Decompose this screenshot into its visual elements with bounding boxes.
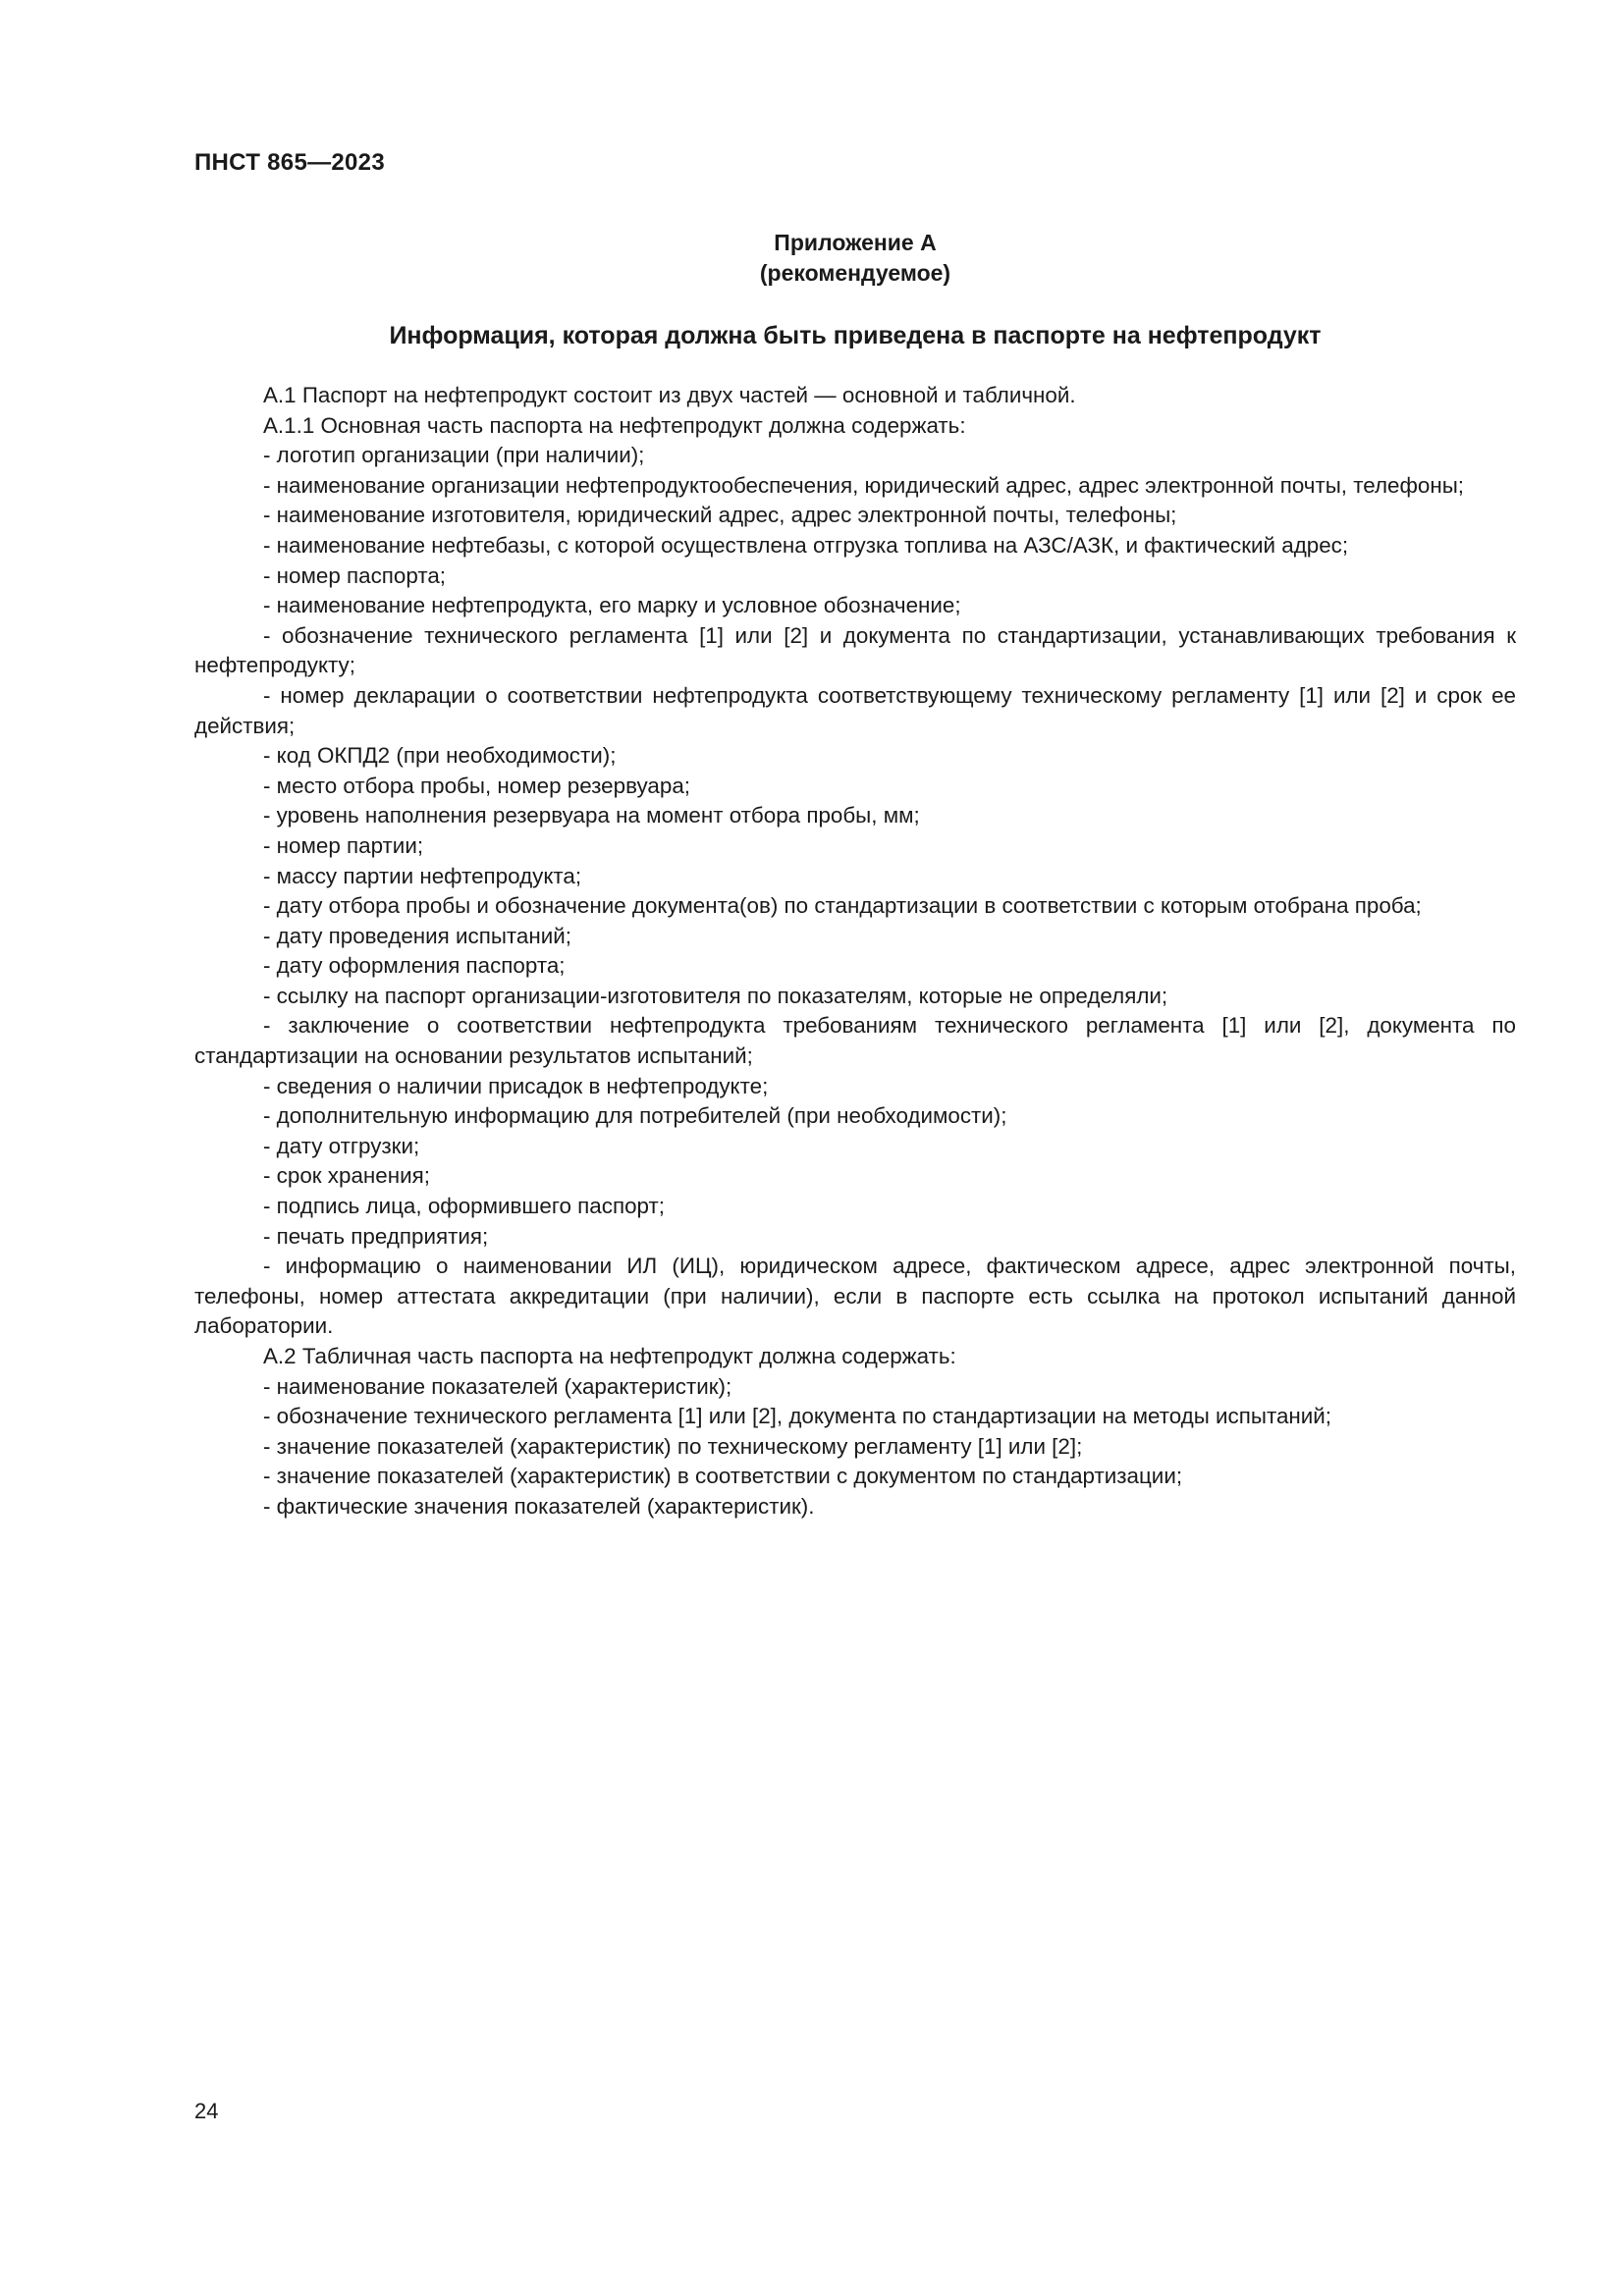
list-item: - ссылку на паспорт организации-изготовителя по показателям, которые не определяли; [263,983,1168,1008]
annex-status: (рекомендуемое) [759,260,951,286]
paragraph: А.2 Табличная часть паспорта на нефтепродукт должна содержать: [263,1344,956,1368]
document-code: ПНСТ 865—2023 [194,149,385,176]
paragraph: А.1.1 Основная часть паспорта на нефтепродукт должна содержать: [263,412,966,438]
list-item: - печать предприятия; [263,1223,489,1249]
list-item: - сведения о наличии присадок в нефтепродукте; [263,1073,769,1098]
list-item: - дату проведения испытаний; [263,923,571,948]
list-item: - дополнительную информацию для потребителей (при необходимости); [263,1103,1007,1129]
list-item: - номер паспорта; [263,562,447,588]
list-item: - код ОКПД2 (при необходимости); [263,743,617,769]
list-item: - уровень наполнения резервуара на момент отбора пробы, мм; [263,803,920,828]
list-item: - значение показателей (характеристик) по техническому регламенту [1] или [2]; [263,1433,1083,1459]
section-heading: Информация, которая должна быть приведена в паспорте на нефтепродукт [389,322,1322,349]
list-item: - значение показателей (характеристик) в соответствии с документом по стандартизации; [263,1464,1183,1489]
annex-title: Приложение А [774,230,937,255]
list-item: - дату отгрузки; [263,1133,420,1158]
list-item: - информацию о наименовании ИЛ (ИЦ), юридическом адресе, фактическом адресе, адрес электронной почты, телефоны, номер аттестата аккредитации (при наличии), если в паспорте есть ссылка на протокол испытаний данной лаборатории. [194,1254,1516,1339]
list-item: - место отбора пробы, номер резервуара; [263,773,690,798]
list-item: - номер декларации о соответствии нефтепродукта соответствующему техническому регламенту [1] или [2] и срок ее действия; [194,682,1516,738]
list-item: - наименование изготовителя, юридический адрес, адрес электронной почты, телефоны; [263,503,1177,528]
body-text [194,381,1516,1522]
list-item: - массу партии нефтепродукта; [263,863,582,888]
paragraph: А.1 Паспорт на нефтепродукт состоит из двух частей — основной и табличной. [263,383,1076,407]
list-item: - номер партии; [263,832,424,858]
list-item: - фактические значения показателей (характеристик). [263,1493,815,1519]
list-item: - наименование нефтебазы, с которой осуществлена отгрузка топлива на АЗС/АЗК, и фактический адрес; [263,532,1349,558]
list-item: - наименование показателей (характеристик); [263,1373,732,1399]
list-item: - наименование нефтепродукта, его марку и условное обозначение; [263,593,961,618]
page-number: 24 [194,2099,219,2123]
list-item: - обозначение технического регламента [1] или [2] и документа по стандартизации, устанавливающих требования к нефтепродукту; [194,622,1516,678]
list-item: - подпись лица, оформившего паспорт; [263,1194,665,1219]
list-item: - обозначение технического регламента [1] или [2], документа по стандартизации на методы испытаний; [263,1404,1332,1429]
list-item: - заключение о соответствии нефтепродукта требованиям технического регламента [1] или [2], документа по стандартизации на основании результатов испытаний; [194,1013,1516,1069]
list-item: - срок хранения; [263,1163,430,1189]
list-item: - наименование организации нефтепродуктообеспечения, юридический адрес, адрес электронной почты, телефоны; [263,472,1465,498]
list-item: - дату оформления паспорта; [263,953,566,979]
list-item: - дату отбора пробы и обозначение документа(ов) по стандартизации в соответствии с которым отобрана проба; [263,893,1422,919]
list-item: - логотип организации (при наличии); [263,443,645,468]
